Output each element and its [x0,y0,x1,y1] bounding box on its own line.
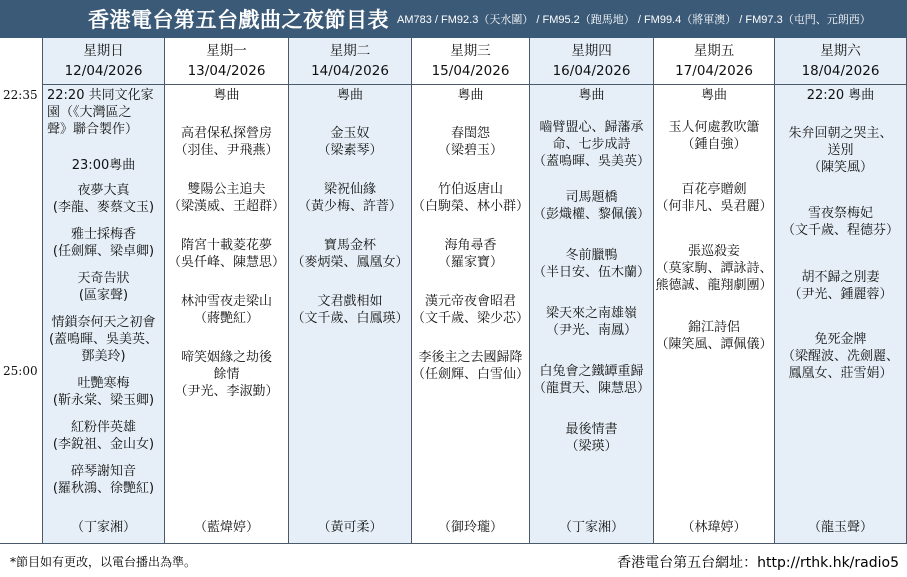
website-label: 香港電台第五台網址：http://rthk.hk/radio5 [617,555,899,571]
program-entry: 林沖雪夜走梁山 （蔣艷紅） [180,294,272,326]
day-body [654,85,774,543]
host-name: （龍玉聲） [807,520,873,535]
date-label: 18/04/2026 [801,63,880,79]
program-entry: 司馬題橋 （彭熾權、黎佩儀） [532,190,650,222]
host-name: （丁家湘） [558,520,624,535]
day-column-tuesday [288,38,411,543]
program-entry: 竹伯返唐山 （白駒榮、林小群） [412,182,530,214]
program-entry: 夜夢大真 (李龍、麥蔡文玉) [52,183,155,215]
host-name: （御玲瓏） [437,520,503,535]
program-entry: 啼笑姻緣之劫後 餘情 （尹光、李淑勤） [174,350,279,399]
program-entry: 22:20 共同文化家 園（《大灣區之 聲》聯合製作） [47,88,154,137]
program-entry: 百花亭贈劍 （何非凡、吳君麗） [655,182,773,214]
host-name: （林瑋婷） [681,520,747,535]
program-entry: 錦江詩侶 （陳笑風、譚佩儀） [655,320,773,352]
footer-note: *節目如有更改，以電台播出為準。 [10,555,197,569]
program-entry: 梁祝仙緣 （黃少梅、許萻） [297,182,402,214]
date-label: 12/04/2026 [64,63,143,79]
program-entry: 吐艷寒梅 (靳永棠、梁玉卿) [52,376,155,408]
weekday-label: 星期五 [693,43,735,59]
time-start: 22:35 [3,88,38,102]
day-body [165,85,288,543]
date-label: 14/04/2026 [311,63,389,79]
date-label: 16/04/2026 [552,63,631,79]
program-entry: 隋宮十載菱花夢 （吳仟峰、陳慧思） [167,238,285,270]
program-entry: 23:00粵曲 [71,158,136,173]
program-entry: 雅士採梅香 (任劍輝、梁卓卿) [52,227,155,259]
day-column-saturday [774,38,906,543]
weekday-label: 星期六 [820,43,861,59]
day-body [412,85,529,543]
program-entry: 紅粉伴英雄 (李銳祖、金山女) [52,420,155,452]
program-entry: 碎琴謝知音 (羅秋鴻、徐艷紅) [52,464,155,496]
day-header [165,38,288,85]
program-entry: 梁天來之南雄嶺 （尹光、南鳳） [545,306,637,338]
program-entry: 高君保私探營房 （羽佳、尹飛燕） [174,126,279,158]
weekday-label: 星期日 [83,43,124,59]
day-body [530,85,653,543]
day-column-wednesday [411,38,529,543]
program-entry: 免死金牌 （梁醒波、冼劍麗、 鳳凰女、莊雪娟） [781,332,899,381]
day-body [775,85,906,543]
program-entry: 漢元帝夜會昭君 （文千歲、梁少芯） [412,294,530,326]
date-label: 17/04/2026 [675,63,753,79]
time-column [0,38,42,543]
time-end: 25:00 [3,364,38,378]
program-entry: 雪夜祭梅妃 （文千歲、程德芬） [781,206,899,238]
program-entry: 粵曲 [457,88,484,103]
day-header [530,38,653,85]
host-name: （黃可柔） [317,520,383,535]
program-entry: 春閨怨 （梁碧玉） [437,126,503,158]
frequency-list: AM783 / FM92.3（天水圍） / FM95.2（跑馬地） / FM99.4（將軍澳） / FM97.3（屯門、元朗西） [397,14,871,26]
schedule-grid [0,38,907,543]
program-entry: 粵曲 [578,88,605,103]
host-name: （藍煒婷） [193,520,259,535]
program-entry: 粵曲 [213,88,240,103]
day-header [43,38,164,85]
program-entry: 海角尋香 （羅家寶） [437,238,503,270]
weekday-label: 星期一 [206,43,247,59]
program-entry: 冬前臘鴨 （半日安、伍木蘭） [532,248,650,280]
program-entry: 嚙臂盟心、歸藩承 命、七步成詩 （蓋鳴暉、吳美英） [532,120,650,169]
host-name: （丁家湘） [70,520,136,535]
program-entry: 金玉奴 （梁素琴） [317,126,383,158]
program-entry: 粵曲 [336,88,363,103]
program-entry: 胡不歸之別妻 （尹光、鍾麗蓉） [788,270,893,302]
program-entry: 雙陽公主追夫 （梁漢威、王超群） [167,182,285,214]
day-header [654,38,774,85]
day-column-friday [653,38,774,543]
weekday-label: 星期四 [571,43,612,59]
program-entry: 情鎖奈何天之初會 (蓋鳴暉、吳美英、 鄧美玲) [48,315,159,364]
date-label: 15/04/2026 [431,63,510,79]
program-entry: 寶馬金杯 （麥炳榮、鳳凰女） [291,238,409,270]
day-header [289,38,411,85]
program-entry: 張巡殺妾 （莫家駒、譚詠詩、 熊德誠、龍翔劇團） [655,244,773,293]
program-entry: 22:20 粵曲 [806,88,875,103]
day-header [775,38,906,85]
program-entry: 朱弁回朝之哭主、 送別 （陳笑風） [788,126,893,175]
day-body [43,85,164,543]
weekday-label: 星期二 [329,43,371,59]
program-entry: 粵曲 [700,88,727,103]
day-column-sunday [42,38,164,543]
program-entry: 天奇告狀 (區家聲) [77,271,130,303]
day-column-monday [164,38,288,543]
program-entry: 白兔會之鐵罈重歸 （龍貫天、陳慧思） [532,364,650,396]
day-header [412,38,529,85]
day-column-thursday [529,38,653,543]
title-bar [0,0,907,38]
program-entry: 李後主之去國歸降 （任劍輝、白雪仙） [412,350,530,382]
date-label: 13/04/2026 [187,63,266,79]
footer [0,543,907,577]
day-body [289,85,411,543]
weekday-label: 星期三 [450,43,491,59]
program-entry: 玉人何處教吹簫 （鍾自強） [668,120,760,152]
page-title: 香港電台第五台戲曲之夜節目表 [88,8,389,32]
program-entry: 最後情書 （梁瑛） [565,422,618,454]
program-entry: 文君戲相如 （文千歲、白鳳瑛） [291,294,409,326]
